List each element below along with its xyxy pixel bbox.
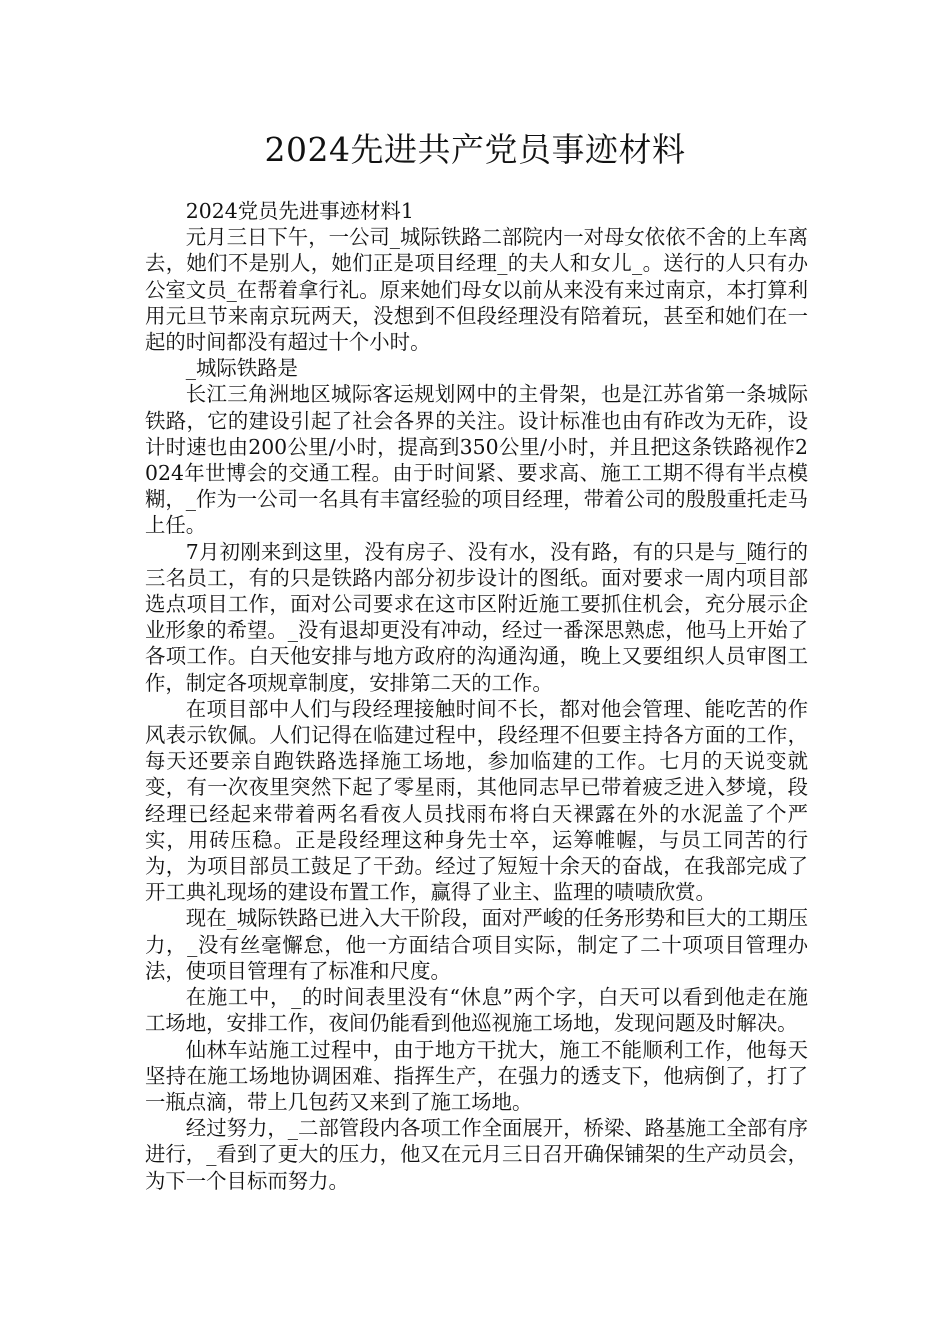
paragraph: 仙林车站施工过程中，由于地方干扰大，施工不能顺利工作，他每天坚持在施工场地协调困难、指挥生产，在强力的透支下，他病倒了，打了一瓶点滴，带上几包药又来到了施工场地。: [145, 1037, 808, 1114]
paragraph: 现在_城际铁路已进入大干阶段，面对严峻的任务形势和巨大的工期压力，_没有丝毫懈怠，他一方面结合项目实际，制定了二十项项目管理办法，使项目管理有了标准和尺度。: [145, 906, 808, 983]
paragraph: 在施工中，_的时间表里没有“休息”两个字，白天可以看到他走在施工场地，安排工作，夜间仍能看到他巡视施工场地，发现问题及时解决。: [145, 985, 808, 1036]
paragraph: 在项目部中人们与段经理接触时间不长，都对他会管理、能吃苦的作风表示钦佩。人们记得在临建过程中，段经理不但要主持各方面的工作，每天还要亲自跑铁路选择施工场地，参加临建的工作。七月的天说变就变，有一次夜里突然下起了零星雨，其他同志早已带着疲乏进入梦境，段经理已经起来带着两名看夜人员找雨布将白天裸露在外的水泥盖了个严实，用砖压稳。正是段经理这种身先士卒，运筹帷幄，与员工同苦的行为，为项目部员工鼓足了干劲。经过了短短十余天的奋战，在我部完成了开工典礼现场的建设布置工作，赢得了业主、监理的啧啧欣赏。: [145, 696, 808, 905]
paragraph: _城际铁路是: [185, 356, 298, 381]
document-subtitle: 2024党员先进事迹材料1: [185, 199, 414, 223]
paragraph: 元月三日下午，一公司_城际铁路二部院内一对母女依依不舍的上车离去，她们不是别人，她们正是项目经理_的夫人和女儿_。送行的人只有办公室文员_在帮着拿行礼。原来她们母女以前从来没有来过南京，本打算利用元旦节来南京玩两天，没想到不但段经理没有陪着玩，甚至和她们在一起的时间都没有超过十个小时。: [145, 225, 808, 355]
paragraph: 7月初刚来到这里，没有房子、没有水，没有路，有的只是与_随行的三名员工，有的只是铁路内部分初步设计的图纸。面对要求一周内项目部选点项目工作，面对公司要求在这市区附近施工要抓住机会，充分展示企业形象的希望。_没有退却更没有冲动，经过一番深思熟虑，他马上开始了各项工作。白天他安排与地方政府的沟通沟通，晚上又要组织人员审图工作，制定各项规章制度，安排第二天的工作。: [145, 539, 808, 695]
paragraph: 长江三角洲地区城际客运规划网中的主骨架，也是江苏省第一条城际铁路，它的建设引起了社会各界的关注。设计标准也由有砟改为无砟，设计时速也由200公里/小时，提高到350公里/小时，并且把这条铁路视作2024年世博会的交通工程。由于时间紧、要求高、施工工期不得有半点模糊，_作为一公司一名具有丰富经验的项目经理，带着公司的殷殷重托走马上任。: [145, 382, 808, 538]
document-body: [145, 198, 808, 1194]
document-title: 2024先进共产党员事迹材料: [264, 130, 686, 169]
paragraph: 经过努力，_二部管段内各项工作全面展开，桥梁、路基施工全部有序进行，_看到了更大的压力，他又在元月三日召开确保铺架的生产动员会，为下一个目标而努力。: [145, 1116, 808, 1193]
